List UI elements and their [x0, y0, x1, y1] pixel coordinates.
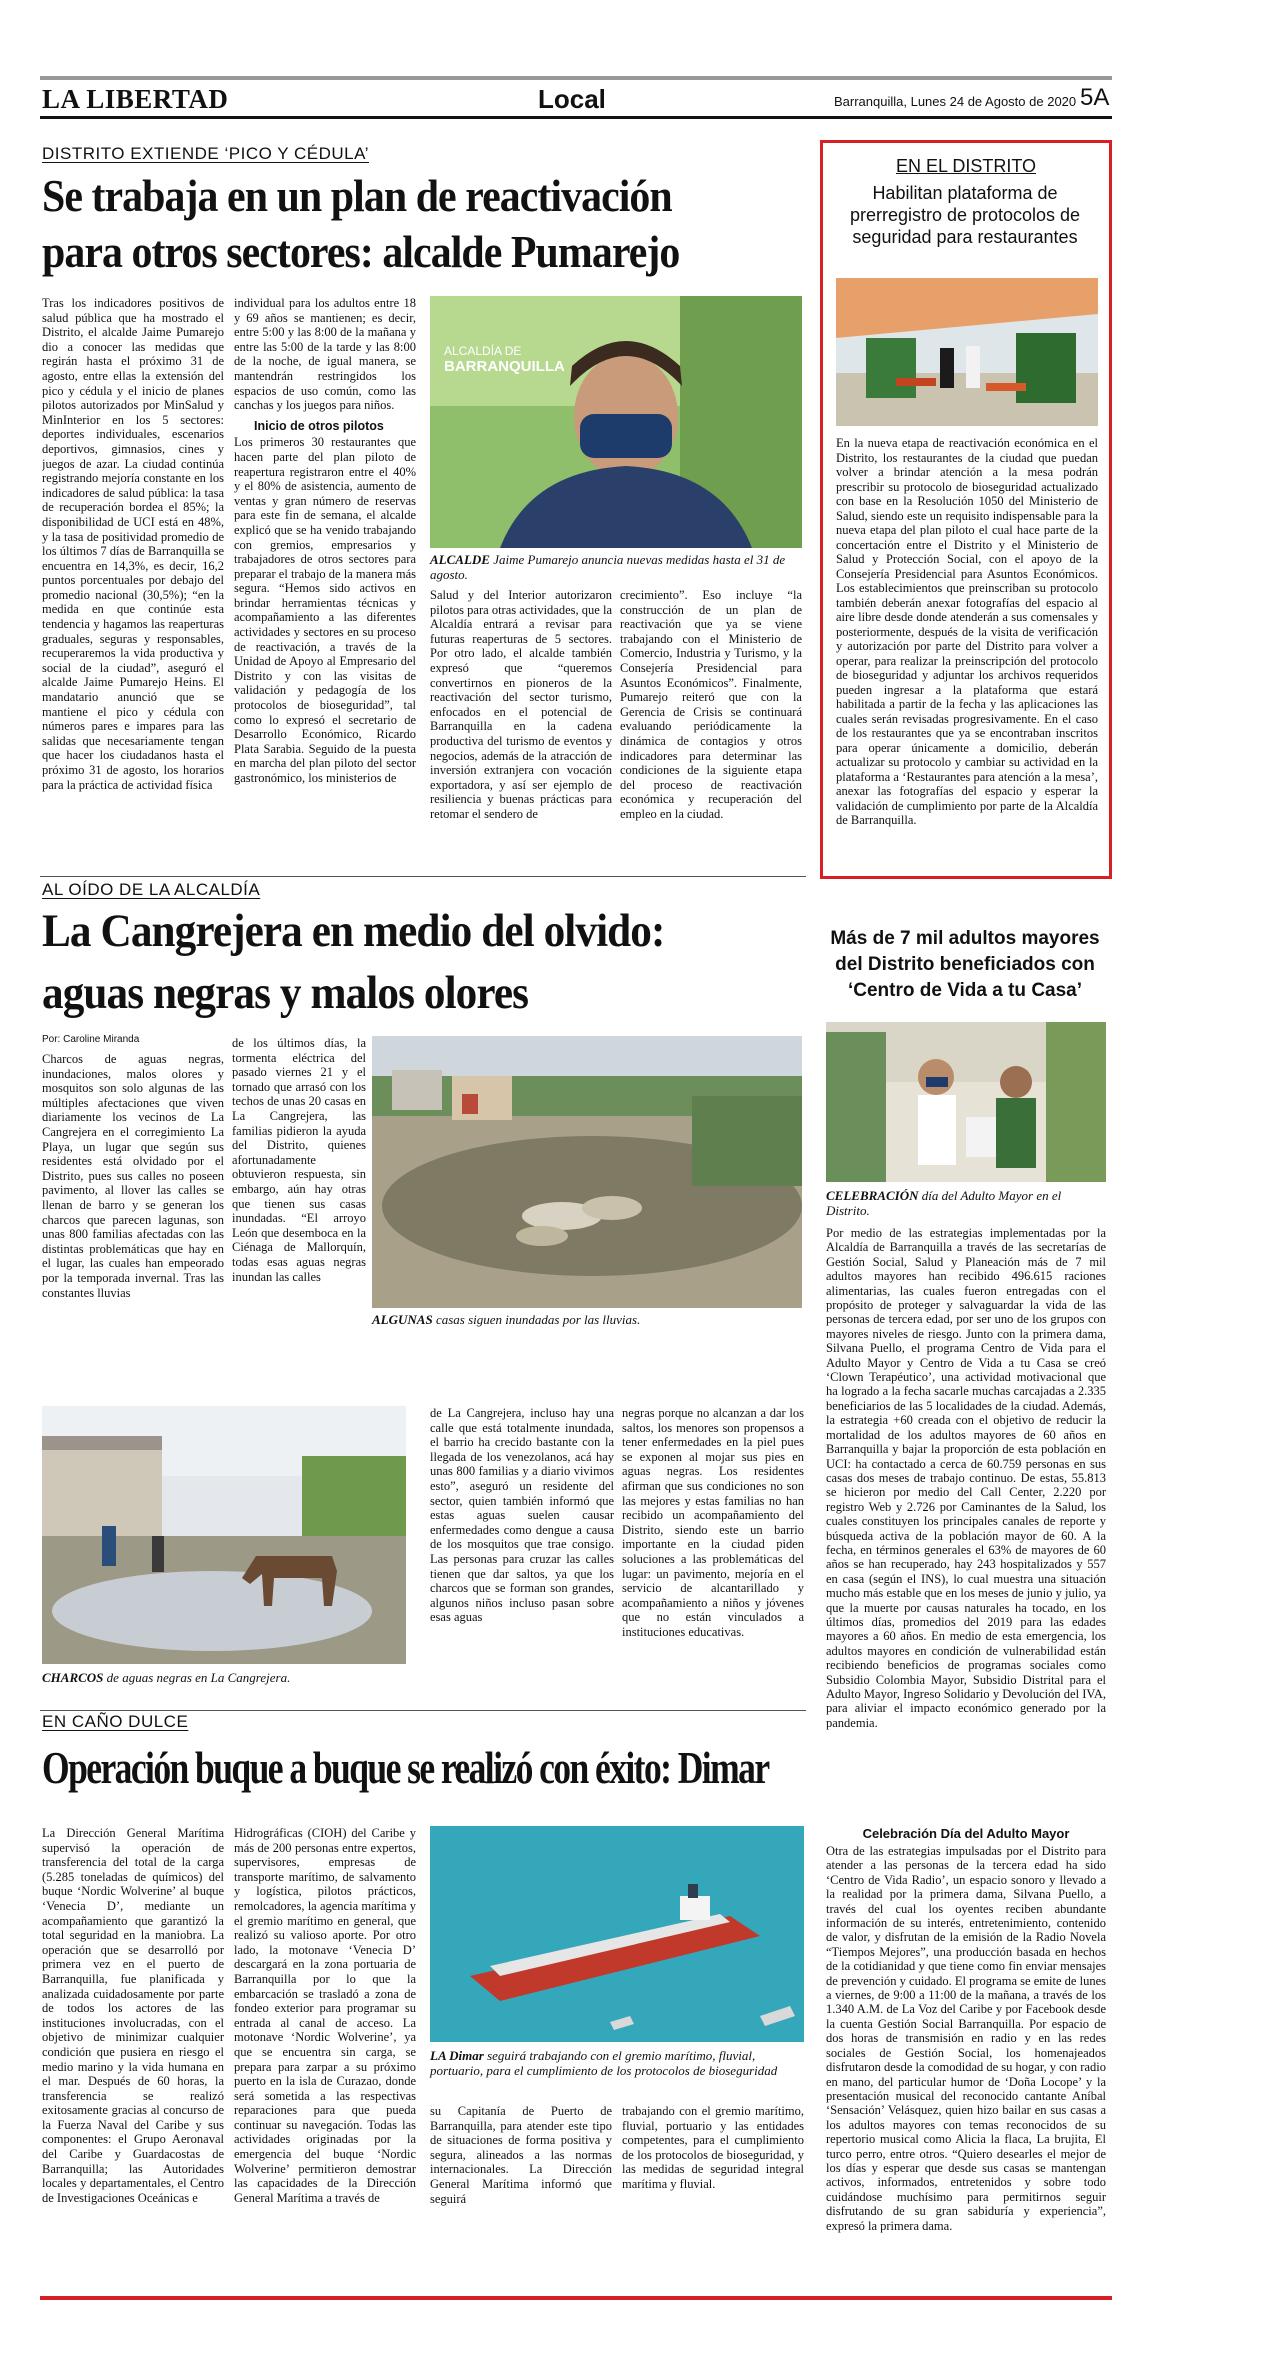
elderly-photo — [826, 1022, 1106, 1182]
photo-logo-line2: BARRANQUILLA — [444, 358, 565, 375]
article3-headline: Operación buque a buque se realizó con éxito: Dimar — [42, 1743, 769, 1793]
masthead-top-rule — [40, 76, 1112, 80]
sidebar-box-headline: Habilitan plataforma de prerregistro de protocolos de seguridad para restaurantes — [849, 183, 1081, 247]
flooded-street-caption: ALGUNAS casas siguen inundadas por las lluvias. — [372, 1312, 641, 1327]
sidebar-box-kicker: EN EL DISTRITO — [895, 156, 1037, 176]
elderly-photo-caption: CELEBRACIÓN día del Adulto Mayor en el Distrito. — [826, 1188, 1062, 1218]
section-name: Local — [538, 84, 606, 114]
paper-name: LA LIBERTAD — [42, 84, 229, 114]
article2-headline-line1: La Cangrejera en medio del olvido: — [42, 905, 665, 957]
article1-headline-line1: Se trabaja en un plan de reactivación — [42, 171, 672, 221]
article1-column-4: crecimiento”. Eso incluye “la construcción de un plan de reactivación que ya se viene trabajando con el Ministerio de Comercio, Industria y Turismo, y la Consejería Presidencial para Asuntos Económicos”. Finalmente, Pumarejo reiteró que con la Gerencia de Crisis se continuará evaluando periódicamente la dinámica de contagios y otros indicadores para determinar las condiciones de la siguiente etapa del proceso de reactivación económica y recuperación del empleo en la ciudad. — [620, 588, 802, 821]
sidebar-box-body: En la nueva etapa de reactivación económica en el Distrito, los restaurantes de la ciudad que puedan volver a brindar atención a la mesa podrán prescribir su protocolo de bioseguridad actualizado con base en la Resolución 1050 del Ministerio de Salud, siendo este un requisito indispensable para la nueva etapa del plan piloto el cual hace parte de la concertación entre el Distrito y el Ministerio de Salud y Protección Social, con el apoyo de la Consejería Presidencial para Asuntos Económicos. Los establecimientos que preinscriban su protocolo también deberán anexar fotografías del espacio al aire libre desde donde atenderán a sus comensales y posteriormente, después de la visita de verificación y autorización por parte del Distrito para volver a operar, para realizar la preinscripción del protocolo de bioseguridad y adjuntar los archivos requeridos pueden ingresar a la plataforma que estará habilitada a partir de la fecha y las aplicaciones las cuales serán revisadas progresivamente. En el caso de los restaurantes que ya se encontraban inscritos para operar únicamente a domicilio, deberán actualizar su protocolo y cambiar su actividad en la plataforma a ‘Restaurantes para atención a la mesa’, anexar las fotografías del espacio y esperar la validación de cumplimiento por parte de la Alcaldía de Barranquilla. — [836, 436, 1098, 827]
article3-column-4: trabajando con el gremio marítimo, fluvial, portuario y las entidades competentes, para el cumplimiento de los protocolos de bioseguridad, y las medidas de seguridad integral marítima y fluvial. — [622, 2104, 804, 2191]
article3-top-rule — [40, 1710, 806, 1711]
article2-kicker: AL OÍDO DE LA ALCALDÍA — [42, 880, 261, 899]
article2-headline-line2: aguas negras y malos olores — [42, 967, 529, 1019]
article1-subhead: Inicio de otros pilotos — [254, 418, 384, 433]
article3-kicker: EN CAÑO DULCE — [42, 1712, 189, 1731]
sidebar2-headline: Más de 7 mil adultos mayores del Distrito beneficiados con ‘Centro de Vida a tu Casa’ — [830, 928, 1100, 1001]
article2-column-2: de los últimos días, la tormenta eléctrica del pasado viernes 21 y el tornado que arrasó con los techos de unas 20 casas en La Cangrejera, las familias pidieron la ayuda del Distrito, quienes afortunadamente obtuvieron respuesta, sin embargo, aún hay otras que tienen sus casas inundadas. “El arroyo León que desemboca en la Ciénaga de Mallorquín, todas esas aguas negras inundan las calles — [232, 1036, 366, 1284]
sidebar2-subhead: Celebración Día del Adulto Mayor — [862, 1826, 1070, 1841]
sidebar2-body-2: Otra de las estrategias impulsadas por el Distrito para atender a las personas de la tercera edad ha sido ‘Centro de Vida Radio’, un espacio sonoro y llevado a la realidad por la primera dama, Silvana Puello, a través del cual los oyentes reciben abundante información de su interés, entretenimiento, contenido de valor, y disfrutan de la emisión de la Radio Novela “Tiempos Mejores”, una producción basada en hechos de la cotidianidad y que tiene como fin enviar mensajes de prevención y cuidado. El programa se emite de lunes a viernes, de 9:00 a 11:00 de la mañana, a través de los 1.340 A.M. de La Voz del Caribe y por Facebook desde la cuenta Gestión Social Barranquilla. Por espacio de dos horas de transmisión en radio y en las redes sociales de Gestión Social, los homenajeados disfrutaron desde la comodidad de su hogar, y con radio en mano, del particular humor de ‘Doña Locope’ y la presentación musical del reconocido cantante Aníbal ‘Sensación’ Velásquez, quien hizo bailar en sus casas a los adultos mayores con temas reconocidos de su repertorio musical como Alicia la flaca, La brujita, El turco perro, entre otros. “Quiero desearles el mejor de los días y esperar que desde sus casas se mantengan activos, informados, entretenidos y sobre todo cuidándose muchísimo para permitirnos seguir disfrutando de su gran sabiduría y experiencia”, expresó la primera dama. — [826, 1844, 1106, 2233]
article1-column-3: Salud y del Interior autorizaron pilotos para otras actividades, que la Alcaldía entrará a revisar para futuras reaperturas de 5 sectores. Por otro lado, el alcalde también expresó que “queremos convertirnos en pioneros de la reactivación del sector turismo, enfocados en el potencial de Barranquilla en la cadena productiva del turismo de eventos y negocios, además de la atracción de inversión extranjera con vocación exportadora, y así ser ejemplo de resiliencia y buenas prácticas para retomar el sendero de — [430, 588, 612, 821]
article2-column-4: negras porque no alcanzan a dar los saltos, los menores son propensos a tener enfermedades en la piel pues se exponen al mojar sus pies en aguas negras. Los residentes afirman que sus condiciones no son las mejores y estas familias no han recibido un acompañamiento del Distrito, siendo este un barrio importante en la ciudad piden soluciones a las problemáticas del lugar: un pavimento, mejoría en el servicio de alcantarillado y acompañamiento a niños y jóvenes que no están vinculados a instituciones educativas. — [622, 1406, 804, 1639]
issue-date: Barranquilla, Lunes 24 de Agosto de 2020 — [834, 94, 1077, 109]
article1-column-1: Tras los indicadores positivos de salud pública que ha mostrado el Distrito, el alcalde Jaime Pumarejo dio a conocer las medidas que regirán hasta el próximo 31 de agosto, entre ellas la extensión del pico y cédula y el inicio de planes pilotos autorizados por MinSalud y MinInterior en los 5 sectores: deportes individuales, escenarios deportivos, gimnasios, cines y juegos de azar. La ciudad continúa registrando mejoría constante en los indicadores de salud pública: la tasa de recuperación bordea el 85%; la disponibilidad de UCI está en 48%, y la tasa de positividad promedio de los últimos 7 días de Barranquilla se encuentra en 14,3%, es decir, 16,2 puntos porcentuales por debajo del promedio nacional (30,5%); “en la medida en que continúe esta tendencia y hagamos las reaperturas graduales, seguras y responsables, recuperaremos la vida productiva y social de la ciudad”, aseguró el alcalde Jaime Pumarejo Heins. El mandatario anunció que se mantiene el pico y cédula con números pares e impares para las salidas que necesariamente tengan que hacer los ciudadanos hasta el próximo 31 de agosto, los horarios para la práctica de actividad física — [42, 296, 224, 792]
article1-kicker: DISTRITO EXTIENDE ‘PICO Y CÉDULA’ — [42, 144, 369, 163]
page-bottom-rule — [40, 2296, 1112, 2300]
horse-puddle-caption: CHARCOS de aguas negras en La Cangrejera. — [42, 1670, 291, 1685]
article1-column-2: individual para los adultos entre 18 y 69 años se mantienen; es decir, entre 5:00 y las 8:00 de la mañana y entre las 5:00 de la tarde y las 8:00 de la noche, de igual manera, se mantendrán restringidos los espacios de uso común, como las canchas y los juegos para niños. Inicio de otros pilotos Los primeros 30 restaurantes que hacen parte del plan piloto de reapertura registraron entre el 40% y el 80% de asistencia, aumento de ventas y gran número de reservas para este fin de semana, el alcalde explicó que se ha venido trabajando con gremios, empresarios y trabajadores de otros sectores para preparar el trabajo de la manera más segura. “Hemos sido activos en brindar herramientas técnicas y acompañamiento a las diferentes actividades y sectores en su proceso de reactivación, a través de la Unidad de Apoyo al Empresario del Distrito y con las visitas de validación y pedagogía de los protocolos de bioseguridad”, tal como lo expresó el secretario de Desarrollo Económico, Ricardo Plata Sarabia. Seguido de la puesta en marcha del plan piloto del sector gastronómico, los ministerios de — [234, 296, 416, 785]
mayor-photo-caption: ALCALDE Jaime Pumarejo anuncia nuevas medidas hasta el 31 de agosto. — [430, 552, 786, 582]
photo-logo-line1: ALCALDÍA DE — [444, 344, 522, 358]
ship-photo-caption: LA Dimar seguirá trabajando con el gremio marítimo, fluvial, portuario, para el cumplimiento de los protocolos de bioseguridad — [430, 2048, 778, 2078]
article2-column-1: Charcos de aguas negras, inundaciones, malos olores y mosquitos son solo algunas de las múltiples afectaciones que viven diariamente los vecinos de La Cangrejera en el corregimiento La Playa, un lugar que según sus residentes está olvidado por el Distrito, pues sus calles no poseen pavimento, al llover las calles se llenan de barro y se generan los charcos que parecen lagunas, son unas 800 familias afectadas con las distintas problemáticas que hay en el lugar, las cuales han empeorado por la temporada invernal. Tras las constantes lluvias — [42, 1052, 224, 1300]
masthead-bottom-rule — [40, 116, 1112, 119]
article3-column-3: su Capitanía de Puerto de Barranquilla, para atender este tipo de situaciones de forma positiva y segura, alineados a las normas internacionales. La Dirección General Marítima informó que seguirá — [430, 2104, 612, 2206]
horse-puddle-photo — [42, 1406, 406, 1664]
ship-photo — [430, 1826, 804, 2042]
article2-byline: Por: Caroline Miranda — [42, 1034, 140, 1045]
article3-column-1: La Dirección General Marítima supervisó la operación de transferencia del total de la carga (5.285 toneladas de químicos) del buque ‘Nordic Wolverine’ al buque ‘Venecia D’, mediante un acompañamiento que garantizó la total seguridad en la maniobra. La operación que se desarrolló por primera vez en el puerto de Barranquilla, fue planificada y analizada cuidadosamente por parte de todos los actores de las instituciones involucradas, con el objetivo de minimizar cualquier condición que pusiera en riesgo el medio marino y la vida humana en el mar. Después de 60 horas, la transferencia se realizó exitosamente gracias al concurso de la Fuerza Naval del Caribe y sus componentes: el Grupo Aeronaval del Caribe y Guardacostas de Barranquilla; las Autoridades locales y departamentales, el Centro de Investigaciones Oceánicas e — [42, 1826, 224, 2205]
sidebar2-body-1: Por medio de las estrategias implementadas por la Alcaldía de Barranquilla a través de las secretarías de Gestión Social, Salud y Planeación más de 7 mil adultos mayores han recibido 496.615 raciones alimentarias, las cuales fueron entregadas con el propósito de proteger y salvaguardar la vida de las personas de tercera edad, por ser uno de los grupos con mayores niveles de riesgo. Junto con la primera dama, Silvana Puello, el programa Centro de Vida para el Adulto Mayor y Centro de Vida a tu Casa se creó ‘Clown Terapéutico’, una actividad motivacional que ha logrado a la fecha sacarle muchas carcajadas a 2.335 beneficiarios de las 5 localidades de la ciudad. Además, la estrategia +60 creada con el objetivo de reducir la mortalidad de los adultos mayores de 60 años en Barranquilla y bajar la proporción de esta población en UCI: ha contactado a cerca de 60.759 personas en sus casas dos meses de trabajo continuo. De estas, 55.813 se hicieron por medio del Call Center, 2.220 por registro Web y 2.726 por Caminantes de la Salud, los cuales constituyen los principales canales de reporte y búsqueda activa de la población mayor de 60. A la fecha, en términos generales el 63% de mayores de 60 años se han recuperado, hay 243 hospitalizados y 557 en casa (según el INS), lo cual muestra una situación mucho más estable que en los meses de junio y julio, ya que la muerte por causas naturales ha tocado, en los últimos días, promedios del 2019 para las edades mayores a 60 años. En medio de esta emergencia, los adultos mayores en condición de vulnerabilidad están recibiendo beneficios de programas sociales como Subsidio Colombia Mayor, Subsidio Distrital para el Adulto Mayor, Ingreso Solidario y Devolución del IVA, para aliviar el impacto económico generado por la pandemia. — [826, 1226, 1106, 1730]
page-number: 5A — [1080, 84, 1110, 111]
article2-column-3: de La Cangrejera, incluso hay una calle que está totalmente inundada, el barrio ha crecido bastante con la llegada de los venezolanos, acá hay unas 800 familias y a diario vivimos esto”, aseguró un residente del sector, quien también informó que estas aguas suelen causar enfermedades como dengue a causa de los mosquitos que trae consigo. Las personas para cruzar las calles tienen que dar saltos, ya que los charcos que se forman son grandes, algunos niños incluso pasan sobre esas aguas — [430, 1406, 614, 1625]
flooded-street-photo — [372, 1036, 802, 1308]
restaurant-photo — [836, 278, 1098, 426]
article2-top-rule — [40, 876, 806, 877]
mayor-photo — [430, 296, 802, 548]
article1-headline-line2: para otros sectores: alcalde Pumarejo — [42, 227, 680, 277]
article3-column-2: Hidrográficas (CIOH) del Caribe y más de 200 personas entre expertos, supervisores, empresas de transporte marítimo, de salvamento y logística, pilotos prácticos, remolcadores, la agencia marítima y el gremio marítimo en general, que realizó su valioso aporte. Por otro lado, la motonave ‘Venecia D’ descargará en la zona portuaria de Barranquilla por lo que la embarcación se trasladó a zona de fondeo exterior para programar su entrada al canal de acceso. La motonave ‘Nordic Wolverine’, ya que se encuentra sin carga, se prepara para zarpar a su próximo puerto en la isla de Curazao, donde será sometida a las respectivas reparaciones para que pueda continuar su navegación. Todas las actividades originadas por la emergencia del buque ‘Nordic Wolverine’ permitieron demostrar las capacidades de la Dirección General Marítima a través de — [234, 1826, 416, 2205]
